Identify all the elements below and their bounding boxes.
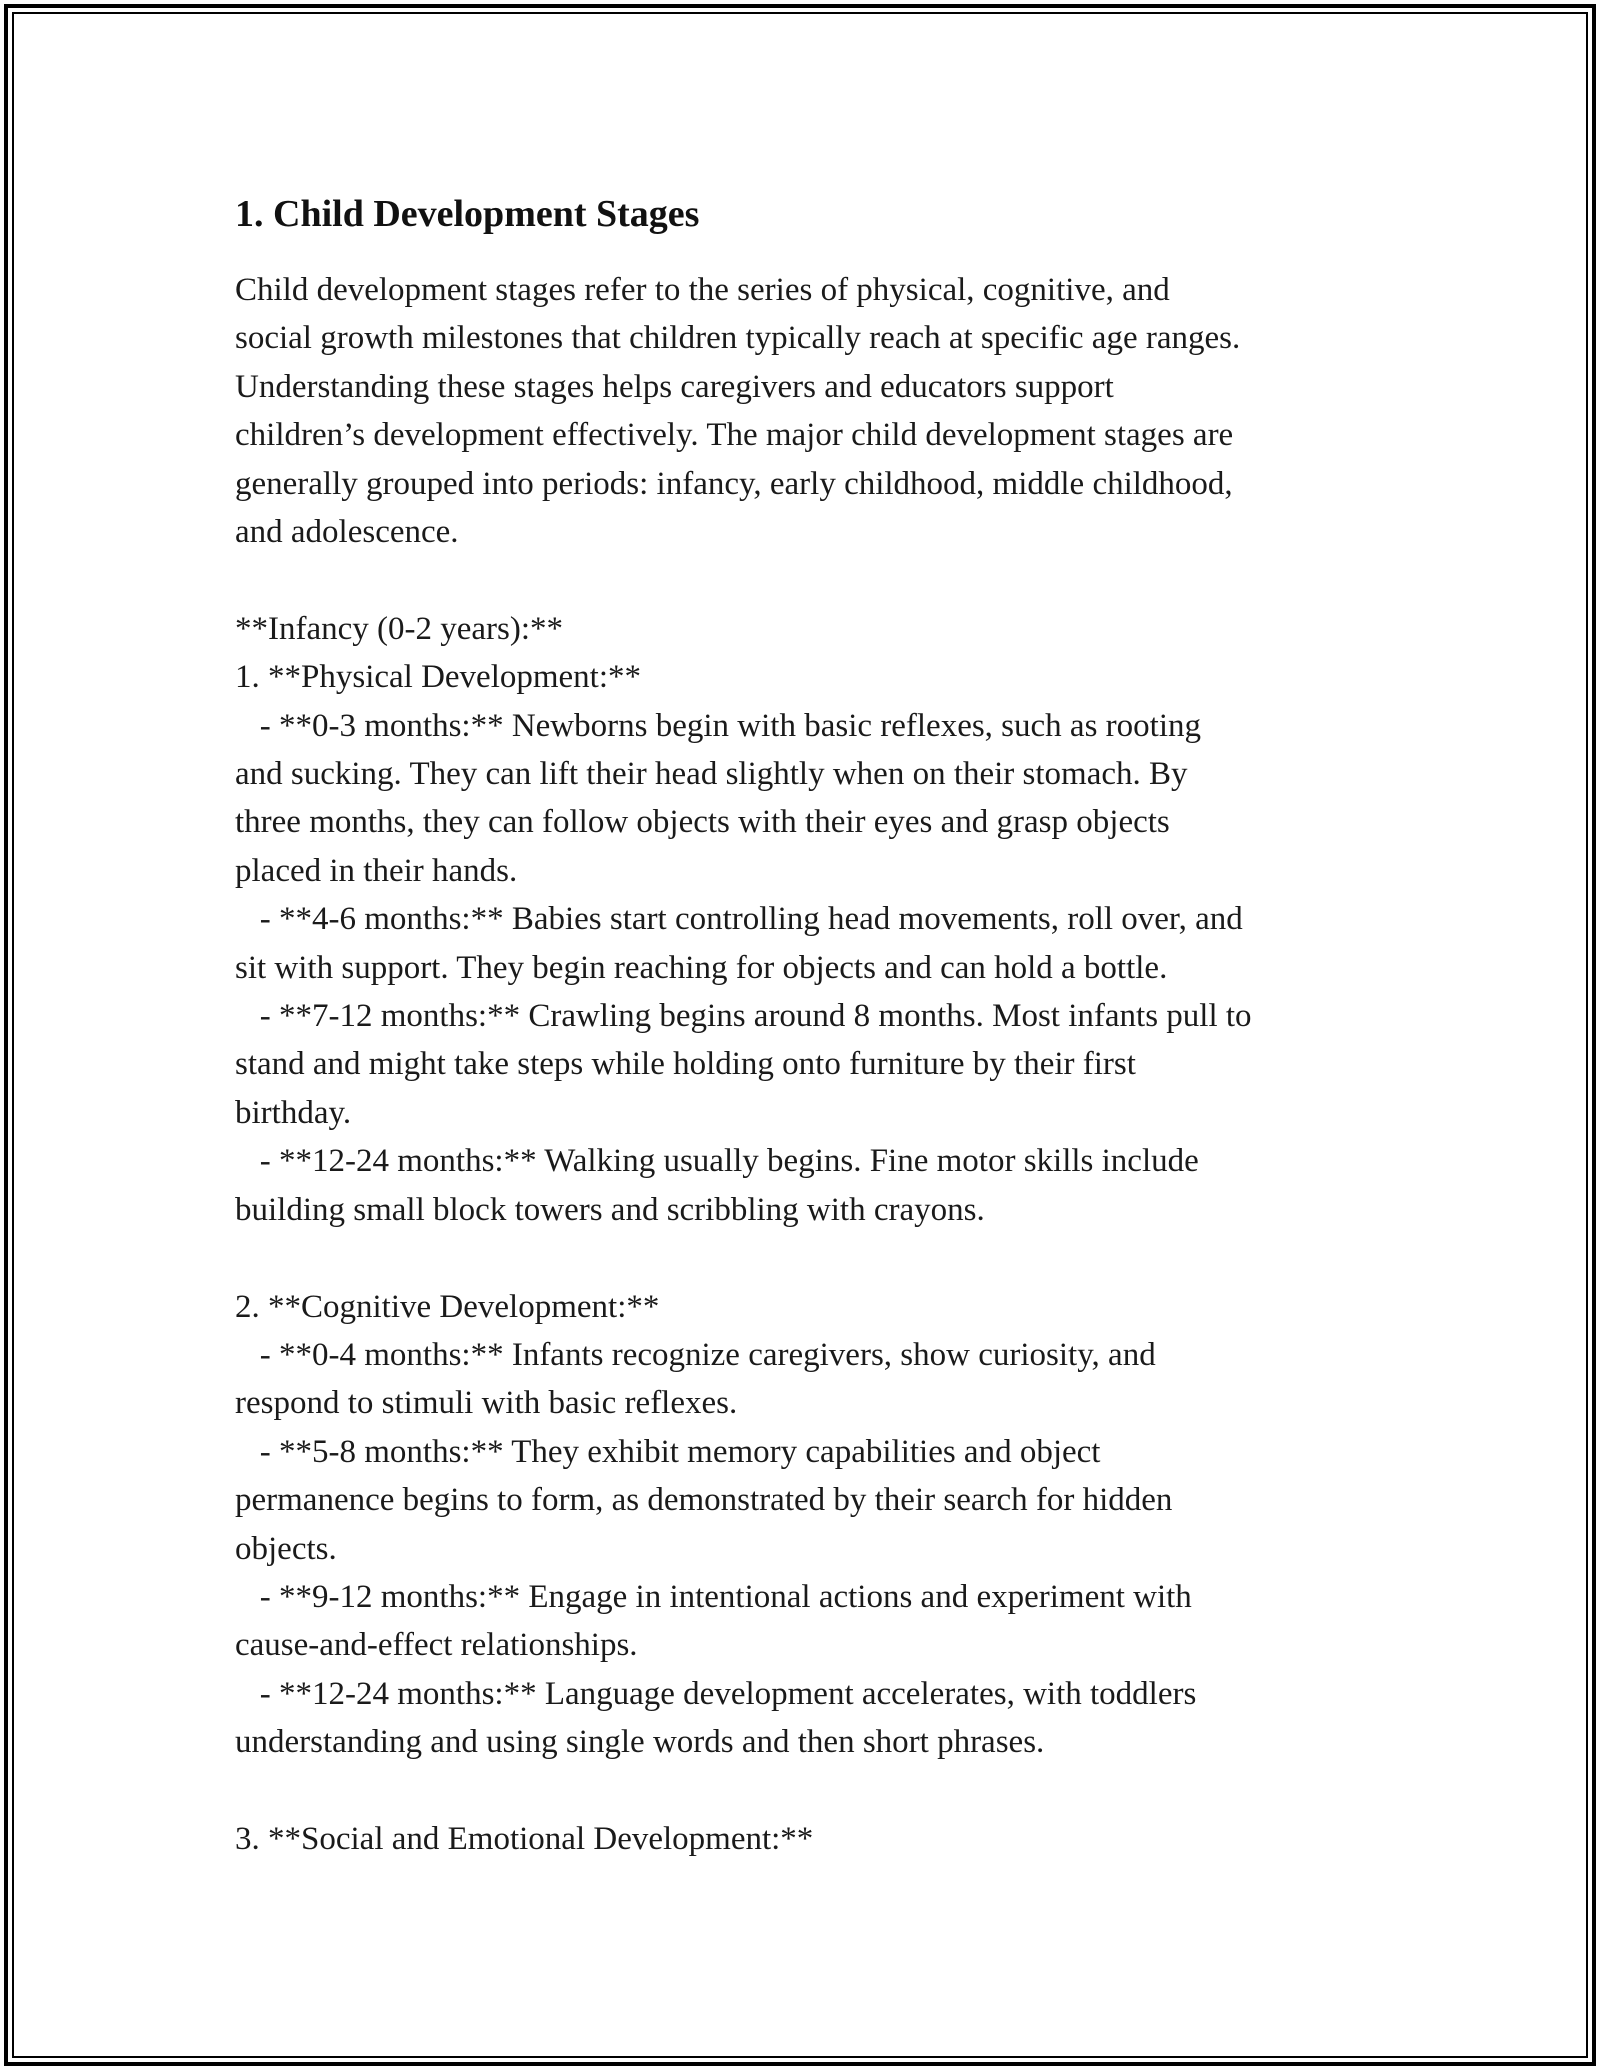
blank-line bbox=[235, 556, 1385, 604]
text-line: **Infancy (0-2 years):** bbox=[235, 610, 564, 647]
text-line: social growth milestones that children typically reach at specific age ranges. bbox=[235, 320, 1241, 357]
text-line: 3. **Social and Emotional Development:** bbox=[235, 1820, 814, 1857]
text-line: 2. **Cognitive Development:** bbox=[235, 1288, 660, 1325]
document-title: 1. Child Development Stages bbox=[235, 193, 700, 235]
text-line: - **4-6 months:** Babies start controlling head movements, roll over, and bbox=[235, 901, 1243, 938]
blank-line bbox=[235, 1234, 1385, 1282]
text-line: and sucking. They can lift their head slightly when on their stomach. By bbox=[235, 756, 1188, 793]
text-line: Child development stages refer to the series of physical, cognitive, and bbox=[235, 272, 1170, 308]
text-line: objects. bbox=[235, 1530, 337, 1567]
text-line: stand and might take steps while holding onto furniture by their first bbox=[235, 1046, 1136, 1083]
text-line: - **12-24 months:** Walking usually begins. Fine motor skills include bbox=[235, 1143, 1199, 1180]
document-body bbox=[235, 186, 1385, 1863]
text-line: birthday. bbox=[235, 1094, 352, 1131]
text-line: - **7-12 months:** Crawling begins around 8 months. Most infants pull to bbox=[235, 998, 1252, 1035]
text-line: understanding and using single words and then short phrases. bbox=[235, 1724, 1045, 1761]
text-line: - **5-8 months:** They exhibit memory capabilities and object bbox=[235, 1433, 1101, 1470]
text-line: respond to stimuli with basic reflexes. bbox=[235, 1385, 738, 1422]
text-line: sit with support. They begin reaching for objects and can hold a bottle. bbox=[235, 949, 1168, 986]
text-line: generally grouped into periods: infancy, early childhood, middle childhood, bbox=[235, 465, 1233, 502]
text-line: children’s development effectively. The major child development stages are bbox=[235, 417, 1234, 454]
text-line: cause-and-effect relationships. bbox=[235, 1627, 638, 1664]
text-line: - **0-4 months:** Infants recognize caregivers, show curiosity, and bbox=[235, 1336, 1156, 1373]
text-line: permanence begins to form, as demonstrated by their search for hidden bbox=[235, 1482, 1173, 1519]
text-line: placed in their hands. bbox=[235, 852, 518, 889]
text-line: Understanding these stages helps caregivers and educators support bbox=[235, 368, 1114, 405]
text-line: three months, they can follow objects with their eyes and grasp objects bbox=[235, 804, 1170, 841]
text-line: - **9-12 months:** Engage in intentional actions and experiment with bbox=[235, 1578, 1192, 1615]
text-line: - **0-3 months:** Newborns begin with basic reflexes, such as rooting bbox=[235, 707, 1201, 744]
text-line: 1. **Physical Development:** bbox=[235, 659, 642, 696]
blank-line bbox=[235, 1767, 1385, 1815]
text-line: - **12-24 months:** Language development accelerates, with toddlers bbox=[235, 1675, 1197, 1712]
text-line: building small block towers and scribbling with crayons. bbox=[235, 1191, 985, 1228]
text-line: and adolescence. bbox=[235, 514, 459, 551]
document-text bbox=[235, 266, 1385, 1863]
